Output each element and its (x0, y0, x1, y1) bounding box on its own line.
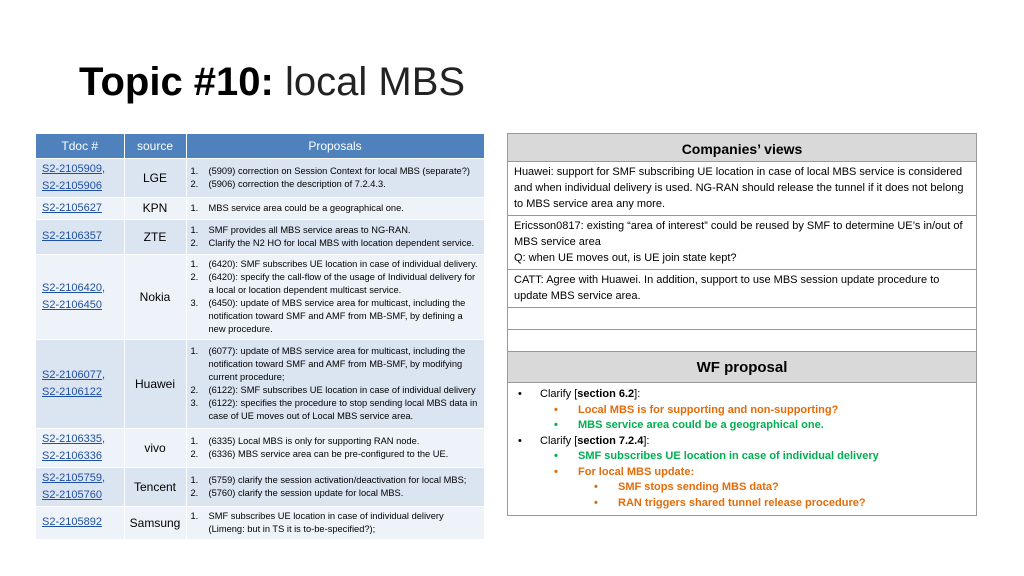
proposal-item (191, 271, 482, 297)
proposal-number: 3. (190, 397, 199, 408)
wf-item-text (540, 434, 649, 450)
tdoc-line (42, 280, 118, 297)
proposal-list (191, 165, 482, 191)
proposal-text: (6450): update of MBS service area for multicast, including the notification toward SMF and AMF from MB-SMF, by defining a new procedure. (208, 297, 466, 334)
wf-item-prefix: Clarify [ (540, 388, 578, 400)
proposal-text: (6122): SMF subscribes UE location in case of individual delivery (208, 384, 476, 395)
proposal-number: 2. (190, 271, 199, 282)
tdoc-line (42, 161, 118, 178)
company-view-line: CATT: Agree with Huawei. In addition, support to use MBS session update procedure to update MBS service area. (514, 274, 940, 302)
tdoc-cell (36, 197, 124, 219)
tdoc-line (42, 178, 118, 195)
wf-item-section: section 7.2.4 (577, 434, 644, 447)
proposal-item (191, 448, 482, 461)
wf-subsubitem-text: SMF stops sending MBS data? (618, 481, 779, 493)
wf-subsubitem (514, 480, 970, 496)
companies-views-panel (507, 133, 977, 516)
tdoc-separator: , (101, 281, 106, 294)
bullet-icon: • (554, 403, 558, 416)
proposal-text: SMF provides all MBS service areas to NG-RAN. (208, 224, 411, 235)
tdoc-line (42, 297, 118, 314)
bullet-icon: • (554, 450, 558, 462)
source-cell: LGE (124, 158, 186, 197)
proposals-cell (186, 339, 484, 428)
proposal-text: (5909) correction on Session Context for local MBS (separate?) (208, 165, 470, 176)
proposal-number: 2. (190, 178, 199, 189)
tdoc-line (42, 487, 118, 504)
company-view-empty-row (508, 330, 976, 352)
proposal-number: 1. (190, 224, 199, 235)
tdoc-separator: , (101, 471, 106, 484)
tdoc-link[interactable]: S2-2105909 (42, 162, 102, 175)
wf-item-section: section 6.2 (577, 388, 635, 400)
proposal-item (191, 165, 482, 178)
tdoc-link[interactable]: S2-2106450 (42, 298, 102, 311)
proposal-list (191, 202, 482, 215)
table-row (36, 197, 484, 219)
company-view-line: Ericsson0817: existing “area of interest” could be reused by SMF to determine UE’s in/out of MBS service area (514, 220, 963, 248)
proposal-number: 2. (190, 237, 199, 248)
proposal-number: 1. (190, 165, 199, 176)
source-cell: Huawei (124, 339, 186, 428)
tdoc-line (42, 431, 118, 448)
proposal-number: 1. (190, 435, 199, 446)
tdoc-link[interactable]: S2-2105892 (42, 516, 102, 528)
proposal-item (191, 178, 482, 191)
tdoc-separator: , (101, 432, 106, 445)
proposal-list (191, 258, 482, 336)
proposal-text: (6420): SMF subscribes UE location in case of individual delivery. (208, 258, 478, 269)
table-row (36, 254, 484, 339)
wf-subitem-text: Local MBS is for supporting and non-supporting? (578, 403, 839, 416)
proposal-text: Clarify the N2 HO for local MBS with location dependent service. (208, 237, 475, 248)
wf-item (514, 434, 970, 450)
source-cell: Samsung (124, 506, 186, 539)
proposal-number: 1. (190, 474, 199, 485)
wf-item-suffix: ]: (634, 388, 641, 400)
table-row (36, 428, 484, 467)
bullet-icon: • (594, 481, 598, 493)
proposal-list (191, 224, 482, 250)
tdoc-link[interactable]: S2-2105627 (42, 201, 102, 214)
proposal-item (191, 510, 482, 536)
page-title (79, 58, 465, 106)
company-view-line: Huawei: support for SMF subscribing UE location in case of local MBS service is considered and when individual delivery is used. NG-RAN should release the tunnel if it does not belong to MBS service area any more. (514, 166, 964, 210)
wf-subsubitem-text: RAN triggers shared tunnel release procedure? (618, 496, 866, 509)
tdoc-link[interactable]: S2-2106335 (42, 432, 102, 445)
source-cell: Nokia (124, 254, 186, 339)
bullet-icon: • (518, 388, 522, 400)
tdoc-separator: , (101, 368, 106, 381)
tdoc-link[interactable]: S2-2106357 (42, 230, 102, 242)
proposal-item (191, 474, 482, 487)
wf-subitem-text: For local MBS update: (578, 465, 695, 478)
proposal-item (191, 202, 482, 215)
proposal-list (191, 510, 482, 536)
wf-proposal-body (508, 383, 976, 515)
proposals-cell (186, 428, 484, 467)
title-subject: local MBS (285, 60, 466, 104)
wf-item-text (540, 387, 640, 403)
companies-views-header: Companies’ views (508, 134, 976, 162)
tdoc-line (42, 384, 118, 401)
table-row (36, 339, 484, 428)
source-cell: vivo (124, 428, 186, 467)
company-view-row (508, 162, 976, 216)
tdoc-cell (36, 158, 124, 197)
company-view-row (508, 216, 976, 270)
proposal-text: (5906) correction the description of 7.2.4.3. (208, 178, 386, 189)
tdoc-link[interactable]: S2-2106420 (42, 281, 102, 294)
tdoc-cell (36, 428, 124, 467)
tdoc-line (42, 228, 118, 245)
proposal-list (191, 345, 482, 423)
wf-subitem-text: SMF subscribes UE location in case of individual delivery (578, 450, 879, 462)
proposal-item (191, 224, 482, 237)
proposal-text: (6077): update of MBS service area for multicast, including the notification toward SMF and AMF from MB-SMF, by modifying current procedure; (208, 345, 466, 382)
proposals-cell (186, 506, 484, 539)
proposals-cell (186, 197, 484, 219)
tdoc-link[interactable]: S2-2105906 (42, 179, 102, 192)
proposal-text: (6335) Local MBS is only for supporting RAN node. (208, 435, 420, 446)
tdoc-line (42, 200, 118, 217)
header-tdoc: Tdoc # (36, 134, 124, 158)
proposal-text: (6420): specify the call-flow of the usage of Individual delivery for a local or location dependent multicast service. (208, 271, 476, 295)
wf-subitem (514, 465, 970, 481)
company-view-line: Q: when UE moves out, is UE join state kept? (514, 252, 737, 264)
proposal-text: (5760) clarify the session update for local MBS. (208, 487, 404, 498)
proposal-text: MBS service area could be a geographical one. (208, 202, 404, 213)
wf-item-suffix: ]: (643, 434, 650, 447)
proposal-text: (6122): specifies the procedure to stop sending local MBS data in case of UE moves out of Local MBS service area. (208, 397, 478, 421)
proposals-cell (186, 219, 484, 254)
tdoc-table (36, 134, 485, 539)
tdoc-line (42, 448, 118, 465)
proposal-number: 1. (190, 258, 199, 269)
proposal-number: 2. (190, 448, 199, 459)
company-view-row (508, 270, 976, 308)
tdoc-link[interactable]: S2-2106122 (42, 385, 102, 398)
wf-subitem (514, 449, 970, 465)
header-proposals: Proposals (186, 134, 484, 158)
bullet-icon: • (554, 419, 558, 431)
proposal-number: 3. (190, 297, 199, 308)
source-cell: ZTE (124, 219, 186, 254)
wf-subitem (514, 418, 970, 434)
wf-item-prefix: Clarify [ (540, 434, 578, 447)
proposal-item (191, 345, 482, 384)
proposal-number: 1. (190, 510, 199, 521)
table-row (36, 506, 484, 539)
header-source: source (124, 134, 186, 158)
bullet-icon: • (554, 465, 558, 478)
proposal-item (191, 237, 482, 250)
table-row (36, 219, 484, 254)
proposal-item (191, 397, 482, 423)
tdoc-line (42, 514, 118, 531)
tdoc-cell (36, 254, 124, 339)
proposal-number: 1. (190, 345, 199, 356)
tdoc-link[interactable]: S2-2105759 (42, 471, 102, 484)
proposal-item (191, 384, 482, 397)
table-row (36, 467, 484, 506)
title-topic: Topic #10: (79, 60, 274, 104)
proposal-item (191, 297, 482, 336)
wf-subitem (514, 403, 970, 419)
company-view-empty-row (508, 308, 976, 330)
wf-subitem-text: MBS service area could be a geographical one. (578, 419, 824, 431)
proposals-cell (186, 158, 484, 197)
proposal-item (191, 258, 482, 271)
proposal-list (191, 474, 482, 500)
proposals-cell (186, 467, 484, 506)
tdoc-line (42, 367, 118, 384)
bullet-icon: • (518, 434, 522, 447)
proposal-number: 2. (190, 487, 199, 498)
wf-item (514, 387, 970, 403)
proposal-text: SMF subscribes UE location in case of individual delivery (Limeng: but in TS it is to-be-specified?); (208, 510, 444, 534)
table-row (36, 158, 484, 197)
proposal-text: (5759) clarify the session activation/deactivation for local MBS; (208, 474, 467, 485)
proposal-text: (6336) MBS service area can be pre-configured to the UE. (208, 448, 449, 459)
proposal-number: 1. (190, 202, 199, 213)
proposal-item (191, 487, 482, 500)
proposal-number: 2. (190, 384, 199, 395)
tdoc-link[interactable]: S2-2106336 (42, 449, 102, 462)
source-cell: Tencent (124, 467, 186, 506)
proposals-cell (186, 254, 484, 339)
tdoc-line (42, 470, 118, 487)
tdoc-cell (36, 219, 124, 254)
source-cell: KPN (124, 197, 186, 219)
wf-proposal-header: WF proposal (508, 352, 976, 383)
tdoc-cell (36, 467, 124, 506)
wf-subsubitem (514, 496, 970, 512)
tdoc-cell (36, 506, 124, 539)
tdoc-link[interactable]: S2-2105760 (42, 488, 102, 501)
bullet-icon: • (594, 496, 598, 509)
tdoc-separator: , (101, 162, 106, 175)
tdoc-cell (36, 339, 124, 428)
proposal-list (191, 435, 482, 461)
tdoc-link[interactable]: S2-2106077 (42, 368, 102, 381)
proposal-item (191, 435, 482, 448)
